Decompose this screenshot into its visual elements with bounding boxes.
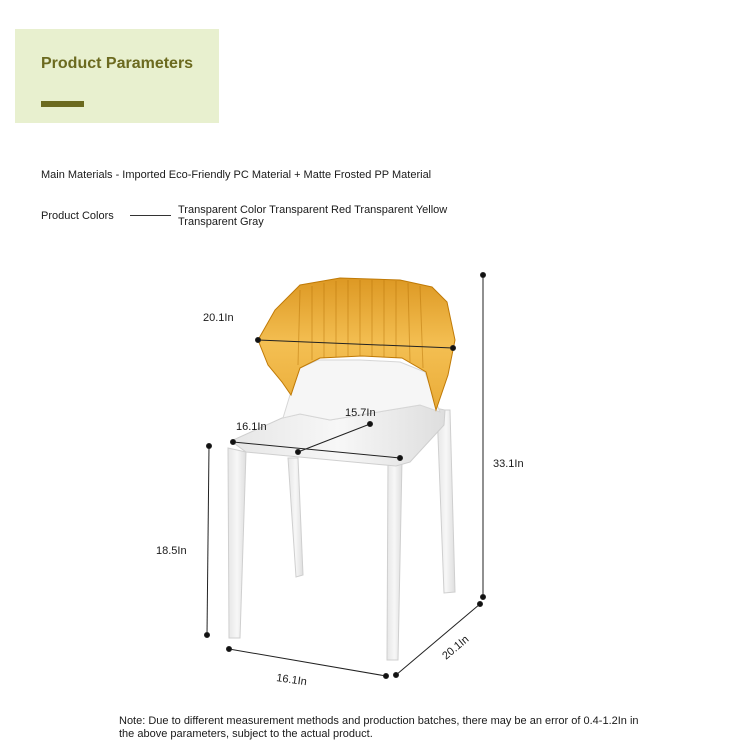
base-width-label: 16.1In [275,672,308,689]
page-title: Product Parameters [41,55,194,72]
measurement-note: Note: Due to different measurement methods and production batches, there may be an error of 0.4-1.2In in the above parameters, subject to the actual product. [119,715,639,740]
seat-width-label: 15.7In [345,407,376,419]
product-colors-value: Transparent Color Transparent Red Transparent Yellow Transparent Gray [178,204,448,228]
total-height-label: 33.1In [493,458,524,470]
backrest-width-label: 20.1In [203,312,234,324]
seat-depth-label: 16.1In [236,421,267,433]
seat-height-label: 18.5In [156,545,187,557]
main-materials-text: Main Materials - Imported Eco-Friendly PC Material + Matte Frosted PP Material [41,169,432,181]
chair-leg-front-left [228,448,246,638]
chair-leg-front-right [387,458,402,660]
base-depth-label: 20.1In [440,633,472,663]
product-colors-label: Product Colors [41,210,114,222]
chair-leg-back-left [288,458,303,577]
chair-leg-back-right [437,410,455,593]
